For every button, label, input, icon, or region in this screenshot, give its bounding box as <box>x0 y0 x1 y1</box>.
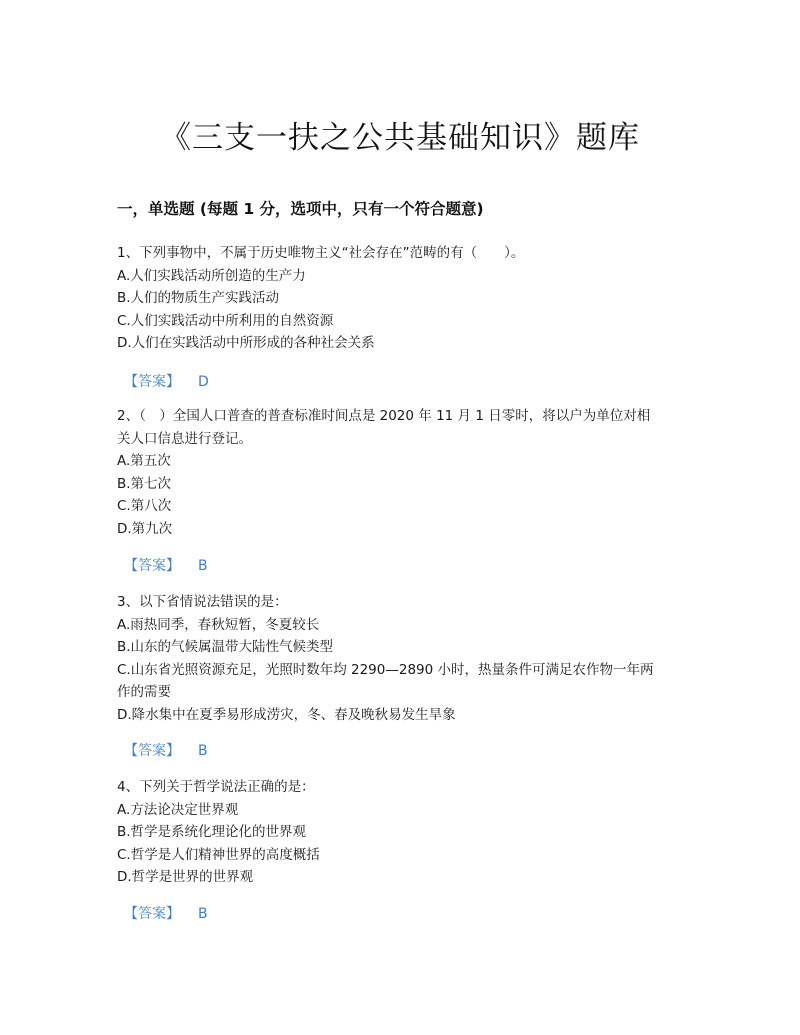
option-a: A.雨热同季，春秋短暂，冬夏较长 <box>117 616 320 633</box>
option-b: B.山东的气候属温带大陆性气候类型 <box>117 639 334 655</box>
answer-4 <box>124 903 208 923</box>
answer-value: B <box>198 743 208 759</box>
option-b: B.人们的物质生产实践活动 <box>117 290 280 306</box>
answer-value: D <box>198 374 209 390</box>
option-b: B.第七次 <box>117 475 172 492</box>
answer-value: B <box>198 558 208 574</box>
question-stem: 1、下列事物中，不属于历史唯物主义“社会存在”范畴的有（ ）。 <box>117 245 525 261</box>
answer-2 <box>124 555 208 575</box>
answer-label: 【答案】 <box>124 743 180 759</box>
option-a: A.人们实践活动所创造的生产力 <box>117 267 306 284</box>
question-stem-line-1: 2、（ ）全国人口普查的普查标准时间点是 2020 年 11 月 1 日零时，将以户为单位对相 <box>117 408 651 424</box>
option-c-continued: 作的需要 <box>117 684 171 700</box>
option-c: C.第八次 <box>117 498 172 514</box>
question-3 <box>117 591 687 726</box>
option-b: B.哲学是系统化理论化的世界观 <box>117 824 307 840</box>
question-stem: 3、以下省情说法错误的是： <box>117 594 288 610</box>
answer-label: 【答案】 <box>124 374 180 390</box>
answer-value: B <box>198 906 208 922</box>
document-title: 《三支一扶之公共基础知识》题库 <box>160 120 640 156</box>
answer-label: 【答案】 <box>124 558 180 574</box>
option-c: C.山东省光照资源充足，光照时数年均 2290—2890 小时，热量条件可满足农作物一年两 <box>117 661 654 678</box>
question-stem-line-2: 关人口信息进行登记。 <box>117 430 252 447</box>
question-2 <box>117 405 687 540</box>
option-a: A.第五次 <box>117 453 171 469</box>
answer-label: 【答案】 <box>124 906 180 922</box>
option-d: D.哲学是世界的世界观 <box>117 869 254 885</box>
option-c: C.人们实践活动中所利用的自然资源 <box>117 312 334 329</box>
question-4 <box>117 776 687 889</box>
question-stem: 4、下列关于哲学说法正确的是： <box>117 779 315 795</box>
section-heading: 一，单选题 (每题 1 分，选项中，只有一个符合题意) <box>117 200 484 218</box>
option-d: D.第九次 <box>117 520 173 537</box>
option-d: D.人们在实践活动中所形成的各种社会关系 <box>117 335 375 351</box>
option-a: A.方法论决定世界观 <box>117 801 239 818</box>
option-c: C.哲学是人们精神世界的高度概括 <box>117 846 320 863</box>
answer-1 <box>124 371 209 391</box>
answer-3 <box>124 740 208 760</box>
option-d: D.降水集中在夏季易形成涝灾，冬、春及晚秋易发生旱象 <box>117 706 456 723</box>
question-1 <box>117 242 687 355</box>
